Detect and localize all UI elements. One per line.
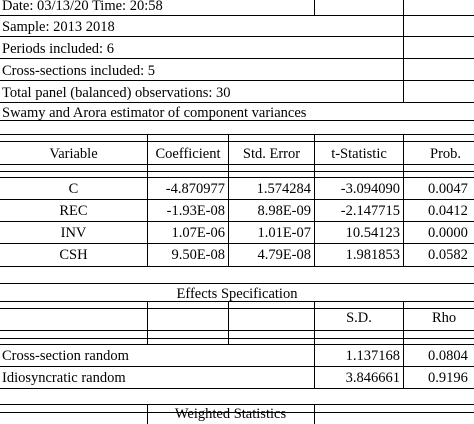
t-statistic-value: -2.147715 [340, 203, 400, 219]
weighted-statistics-title: Weighted Statistics [174, 406, 287, 422]
prob-value: 0.0000 [428, 225, 468, 241]
column-header-t-statistic: t-Statistic [331, 146, 387, 162]
sd-value: 1.137168 [345, 348, 400, 364]
std-error-value: 8.98E-09 [257, 203, 311, 219]
sample-line: Sample: 2013 2018 [2, 19, 115, 35]
sd-value: 3.846661 [345, 370, 400, 386]
column-header-coefficient: Coefficient [155, 146, 221, 162]
column-header-prob: Prob. [430, 146, 462, 162]
rule [403, 0, 404, 102]
t-statistic-value: 1.981853 [345, 247, 400, 263]
rule [228, 301, 229, 344]
rule [314, 0, 315, 15]
column-header-variable: Variable [49, 146, 98, 162]
rule [403, 134, 404, 266]
prob-value: 0.0412 [428, 203, 468, 219]
std-error-value: 4.79E-08 [257, 247, 311, 263]
std-error-value: 1.01E-07 [257, 225, 311, 241]
rho-value: 0.9196 [428, 370, 468, 386]
coefficient-value: -4.870977 [165, 181, 225, 197]
coefficient-value: -1.93E-08 [166, 203, 225, 219]
coefficient-value: 9.50E-08 [171, 247, 225, 263]
column-header-rho: Rho [432, 310, 457, 326]
prob-value: 0.0047 [428, 181, 468, 197]
rule [147, 301, 148, 344]
variable-name: C [68, 181, 79, 197]
effect-name: Cross-section random [2, 348, 129, 364]
variable-name: REC [59, 203, 88, 219]
column-header-sd: S.D. [346, 310, 372, 326]
prob-value: 0.0582 [428, 247, 468, 263]
effect-name: Idiosyncratic random [2, 370, 126, 386]
coefficient-value: 1.07E-06 [171, 225, 225, 241]
rule [0, 388, 474, 389]
periods-line: Periods included: 6 [2, 41, 114, 57]
date-line: Date: 03/13/20 Time: 20:58 [2, 0, 163, 14]
estimator-line: Swamy and Arora estimator of component variances [2, 105, 307, 121]
variable-name: CSH [59, 247, 88, 263]
rule [314, 404, 315, 424]
std-error-value: 1.574284 [256, 181, 311, 197]
rule [403, 301, 404, 388]
rule [0, 102, 474, 103]
column-header-std-error: Std. Error [242, 146, 301, 162]
cross-sections-line: Cross-sections included: 5 [2, 63, 156, 79]
variable-name: INV [60, 225, 87, 241]
t-statistic-value: -3.094090 [340, 181, 400, 197]
observations-line: Total panel (balanced) observations: 30 [2, 85, 231, 101]
t-statistic-value: 10.54123 [345, 225, 400, 241]
rho-value: 0.0804 [428, 348, 468, 364]
rule [0, 266, 474, 267]
rule [0, 283, 474, 284]
effects-specification-title: Effects Specification [176, 286, 298, 302]
